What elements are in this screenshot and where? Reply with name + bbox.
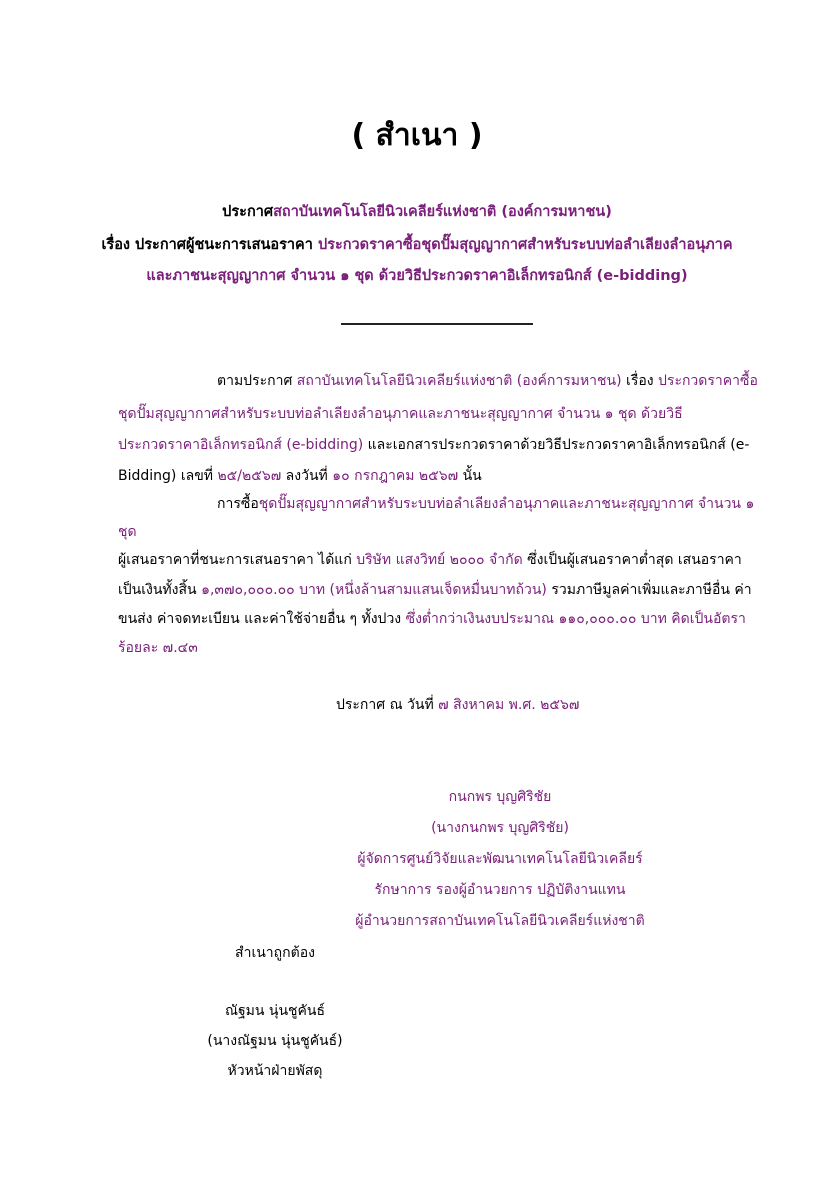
budget-comparison: ซึ่งต่ำกว่าเงินงบประมาณ ๑๑๐,๐๐๐.๐๐ บาท คิดเป็นอัตรา: [405, 611, 746, 627]
document-number: ๒๕/๒๕๖๗: [217, 468, 282, 484]
announcement-header-line-3: และภาชนะสุญญากาศ จำนวน ๑ ชุด ด้วยวิธีประกวดราคาอิเล็กทรอนิกส์ (e-bidding): [146, 268, 688, 284]
text: การซื้อ: [217, 496, 259, 512]
signer-full-name: (นางกนกพร บุญศิริชัย): [431, 820, 569, 836]
paragraph-2-line-1: [217, 493, 754, 515]
header-divider: [341, 323, 533, 325]
text: เรื่อง: [621, 373, 659, 389]
signer-position-1: ผู้จัดการศูนย์วิจัยและพัฒนาเทคโนโลยีนิวเคลียร์: [357, 851, 643, 867]
text: และเอกสารประกวดราคาด้วยวิธีประกวดราคาอิเล็กทรอนิกส์ (e-: [363, 437, 750, 453]
paragraph-3-line-3: [118, 608, 746, 630]
paragraph-3-line-4: ร้อยละ ๗.๔๓: [118, 640, 198, 656]
header-subject: ประกวดราคาซื้อชุดปั๊มสุญญากาศสำหรับระบบท่อลำเลียงลำอนุภาค: [317, 237, 733, 253]
header-subject-prefix: เรื่อง ประกาศผู้ชนะการเสนอราคา: [101, 237, 318, 253]
announcement-date: [336, 694, 579, 716]
paragraph-1-line-4: [118, 465, 482, 487]
organization-name: สถาบันเทคโนโลยีนิวเคลียร์แห่งชาติ (องค์การมหาชน): [296, 373, 622, 389]
subject-text: ชุดปั๊มสุญญากาศสำหรับระบบท่อลำเลียงลำอนุภาคและภาชนะสุญญากาศ จำนวน ๑: [258, 496, 755, 512]
text: นั้น: [458, 468, 482, 484]
text: ตามประกาศ: [217, 373, 297, 389]
subject-text: ประกวดราคาอิเล็กทรอนิกส์ (e-bidding): [118, 437, 364, 453]
paragraph-3-line-1: [118, 549, 742, 571]
signer-position-3: ผู้อำนวยการสถาบันเทคโนโลยีนิวเคลียร์แห่งชาติ: [355, 913, 645, 929]
certifier-full-name: (นางณัฐมน นุ่นชูคันธ์): [207, 1033, 343, 1049]
text: ผู้เสนอราคาที่ชนะการเสนอราคา ได้แก่: [118, 552, 357, 568]
header-prefix: ประกาศ: [222, 204, 274, 220]
date-value: ๗ สิงหาคม พ.ศ. ๒๕๖๗: [438, 697, 580, 713]
announcement-header-line-2: [0, 233, 834, 256]
paragraph-1-line-2: ชุดปั๊มสุญญากาศสำหรับระบบท่อลำเลียงลำอนุภาคและภาชนะสุญญากาศ จำนวน ๑ ชุด ด้วยวิธี: [118, 406, 683, 422]
document-date: ๑๐ กรกฎาคม ๒๕๖๗: [332, 468, 459, 484]
header-organization: สถาบันเทคโนโลยีนิวเคลียร์แห่งชาติ (องค์การมหาชน): [273, 204, 612, 220]
document-title: ( สำเนา ): [351, 118, 483, 153]
paragraph-1-line-1: [217, 370, 758, 392]
paragraph-3-line-2: [118, 579, 752, 601]
certified-label: สำเนาถูกต้อง: [235, 945, 315, 961]
text: เป็นเงินทั้งสิ้น: [118, 582, 202, 598]
text: ลงวันที่: [281, 468, 333, 484]
announcement-header-line-1: [0, 200, 834, 223]
winner-company: บริษัท แสงวิทย์ ๒๐๐๐ จำกัด: [356, 552, 523, 568]
certifier-position: หัวหน้าฝ่ายพัสดุ: [227, 1063, 323, 1079]
text: ประกาศ ณ วันที่: [336, 697, 439, 713]
certifier-name: ณัฐมน นุ่นชูคันธ์: [224, 1003, 326, 1019]
text: ซึ่งเป็นผู้เสนอราคาต่ำสุด เสนอราคา: [522, 552, 742, 568]
text: ขนส่ง ค่าจดทะเบียน และค่าใช้จ่ายอื่น ๆ ทั้งปวง: [118, 611, 406, 627]
signer-position-2: รักษาการ รองผู้อำนวยการ ปฏิบัติงานแทน: [374, 882, 626, 898]
paragraph-1-line-3: [118, 434, 749, 456]
signer-name: กนกพร บุญศิริชัย: [448, 789, 552, 805]
text: Bidding) เลขที่: [118, 468, 218, 484]
paragraph-2-line-2: ชุด: [118, 524, 137, 540]
bid-amount: ๑,๓๗๐,๐๐๐.๐๐ บาท (หนึ่งล้านสามแสนเจ็ดหมื่นบาทถ้วน): [201, 582, 547, 598]
text: รวมภาษีมูลค่าเพิ่มและภาษีอื่น ค่า: [546, 582, 752, 598]
subject-text: ประกวดราคาซื้อ: [658, 373, 758, 389]
